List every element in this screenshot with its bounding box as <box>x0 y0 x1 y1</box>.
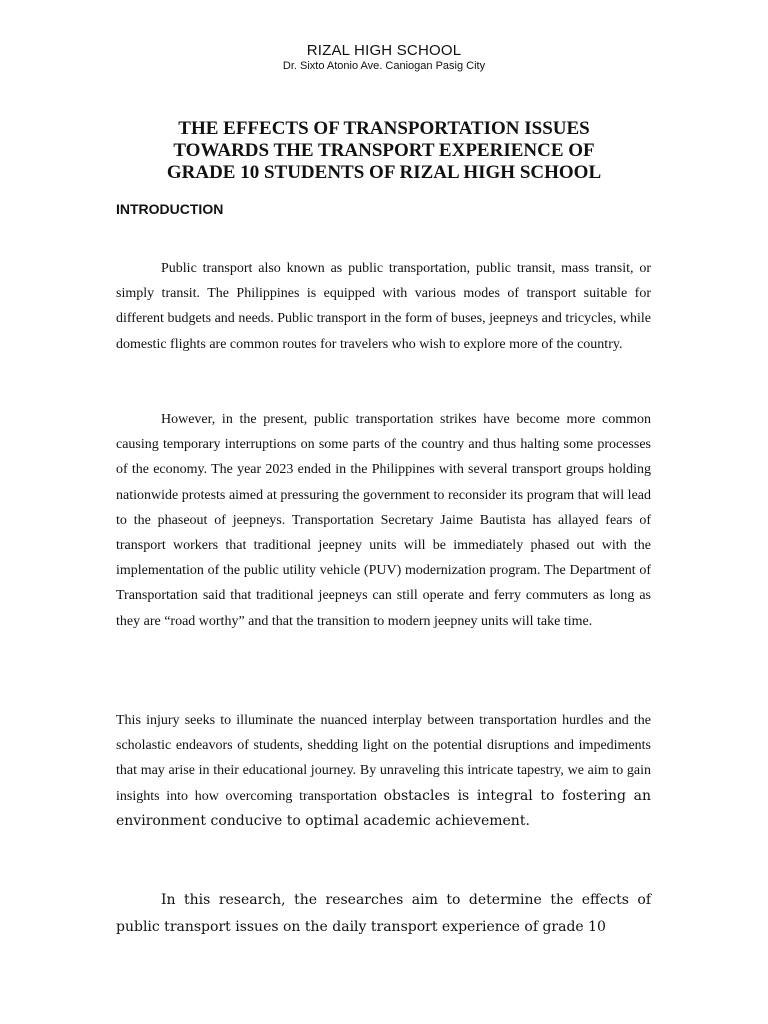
school-address: Dr. Sixto Atonio Ave. Caniogan Pasig City <box>282 60 486 72</box>
paragraph-2: However, in the present, public transportation strikes have become more common causing temporary interruptions on some parts of the country and thus halting some processes of the economy. The year 2023 ended in the Philippines with several transport groups holding nationwide protests aimed at pressuring the government to reconsider its program that will lead to the phaseout of jeepneys. Transportation Secretary Jaime Bautista has allayed fears of transport workers that traditional jeepney units will be immediately phased out with the implementation of the public utility vehicle (PUV) modernization program. The Department of Transportation said that traditional jeepneys can still operate and ferry commuters as long as they are “road worthy” and that the transition to modern jeepney units will take time. <box>116 412 651 629</box>
title-line-3: GRADE 10 STUDENTS OF RIZAL HIGH SCHOOL <box>166 162 602 183</box>
paragraph-3-part-1: This injury seeks to illuminate the nuanced interplay between transportation hurdles and the scholastic endeavors of students, shedding light on the potential disruptions and impediments that may arise in their educational journey. By unraveling this intricate tapestry, we aim to gain insights into how overcoming transportation <box>116 713 651 804</box>
paragraph-4: In this research, the researches aim to determine the effects of public transport issues on the daily transport experience of grade 10 <box>116 892 651 935</box>
section-heading-introduction: INTRODUCTION <box>116 201 224 217</box>
paragraph-3-part-2: obstacles is integral to fostering an environment conducive to optimal academic achievement. <box>116 787 651 829</box>
title-line-1: THE EFFECTS OF TRANSPORTATION ISSUES <box>178 118 590 139</box>
document-title <box>116 118 652 184</box>
school-name: RIZAL HIGH SCHOOL <box>306 42 462 59</box>
paragraph-3 <box>116 708 651 834</box>
paragraph-1: Public transport also known as public transportation, public transit, mass transit, or simply transit. The Philippines is equipped with various modes of transport suitable for different budgets and needs. Public transport in the form of buses, jeepneys and tricycles, while domestic flights are common routes for travelers who wish to explore more of the country. <box>116 261 651 352</box>
title-line-2: TOWARDS THE TRANSPORT EXPERIENCE OF <box>173 140 595 161</box>
